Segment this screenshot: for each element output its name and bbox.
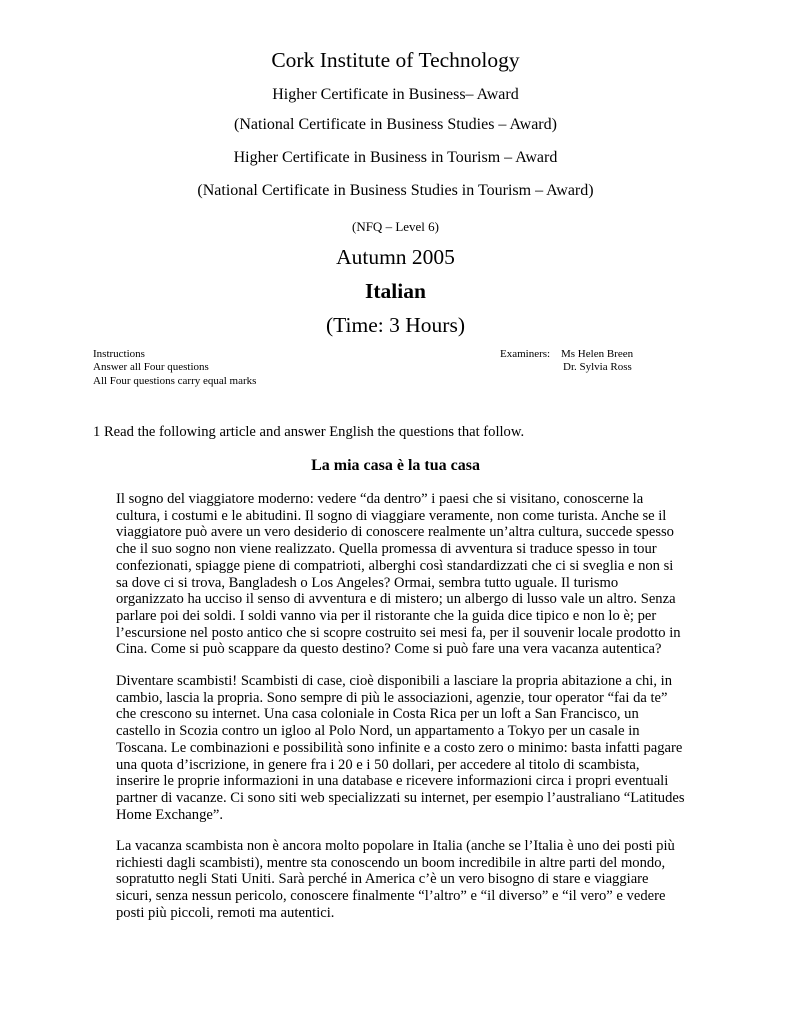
instructions-heading: Instructions xyxy=(93,348,145,360)
exam-subject: Italian xyxy=(365,279,426,303)
paragraph-text: Il sogno del viaggiatore moderno: vedere “da dentro” i paesi che si visitano, conoscerne la cultura, i costumi e le abitudini. Il sogno di viaggiare veramente, non come turista. Anche se il viaggiatore può avere un vero desiderio di conoscere realmente un’altra cultura, succede spesso che il suo sogno non viene realizzato. Quella promessa di avventura si traduce spesso in tour confezionati, spiagge piene di compatrioti, alberghi così standardizzati che ci si sveglia e non si sa dove ci si trova, Bangladesh o Los Angeles? Ormai, sembra tutto uguale. Il turismo organizzato ha ucciso il senso di avventura e di mistero; un albergo di lusso vale un altro. Senza parlare poi dei soldi. I soldi vanno via per il ristorante che la guida dice tipico e non lo è; per l’escursione nel posto antico che si scopre costruito sei mesi fa, per il souvenir locale prodotto in Cina. Come si può scappare da questo destino? Come si può fare una vera vacanza autentica? xyxy=(116,491,681,658)
article-paragraph-2 xyxy=(116,673,686,823)
article-paragraph-3 xyxy=(116,838,686,922)
examiner-name-2: Dr. Sylvia Ross xyxy=(563,361,632,373)
article-paragraph-1 xyxy=(116,491,686,658)
article-title: La mia casa è la tua casa xyxy=(311,457,480,474)
question-1-prompt: 1 Read the following article and answer English the questions that follow. xyxy=(93,424,525,440)
programme-line-1: Higher Certificate in Business– Award xyxy=(272,86,519,103)
paragraph-text: Diventare scambisti! Scambisti di case, cioè disponibili a lasciare la propria abitazione a chi, in cambio, lascia la propria. Sono sempre di più le associazioni, agenzie, tour operator “fai da te” che crescono su internet. Una casa coloniale in Costa Rica per un loft a San Francisco, un castello in Scozia contro un igloo al Polo Nord, un appartamento a Tokyo per un casale in Toscana. Le combinazioni e possibilità sono infinite e a costo zero o minimo: basta infatti pagare una quota d’iscrizione, in genere fra i 20 e i 50 dollari, per accedere al titolo di scambista, inserire le proprie informazioni in una database e ricevere informazioni circa i propri eventuali partner di vacanze. Ci sono siti web specializzati su internet, per esempio l’australiano “Latitudes Home Exchange”. xyxy=(116,673,685,823)
paragraph-text: La vacanza scambista non è ancora molto popolare in Italia (anche se l’Italia è uno dei posti più richiesti dagli scambisti), mentre sta conoscendo un boom incredibile in altre parti del mondo, sopratutto negli Stati Uniti. Sarà perché in America c’è un vero bisogno di stare e viaggiare sicuri, senza nessun pericolo, conoscere finalmente “l’altro” e “il diverso” e “il vero” e vedere posti più piccoli, remoti ma autentici. xyxy=(116,838,675,921)
examiners-label: Examiners: xyxy=(500,348,551,360)
exam-session: Autumn 2005 xyxy=(336,245,455,269)
examiner-name-1: Ms Helen Breen xyxy=(561,348,634,360)
nfq-level: (NFQ – Level 6) xyxy=(351,219,439,234)
programme-line-4: (National Certificate in Business Studies in Tourism – Award) xyxy=(197,182,594,199)
instructions-line-1: Answer all Four questions xyxy=(93,361,209,373)
instructions-line-2: All Four questions carry equal marks xyxy=(93,375,257,387)
exam-duration: (Time: 3 Hours) xyxy=(326,313,465,337)
programme-line-2: (National Certificate in Business Studies – Award) xyxy=(234,116,557,133)
programme-line-3: Higher Certificate in Business in Tourism – Award xyxy=(233,149,558,166)
institute-title: Cork Institute of Technology xyxy=(271,48,520,72)
